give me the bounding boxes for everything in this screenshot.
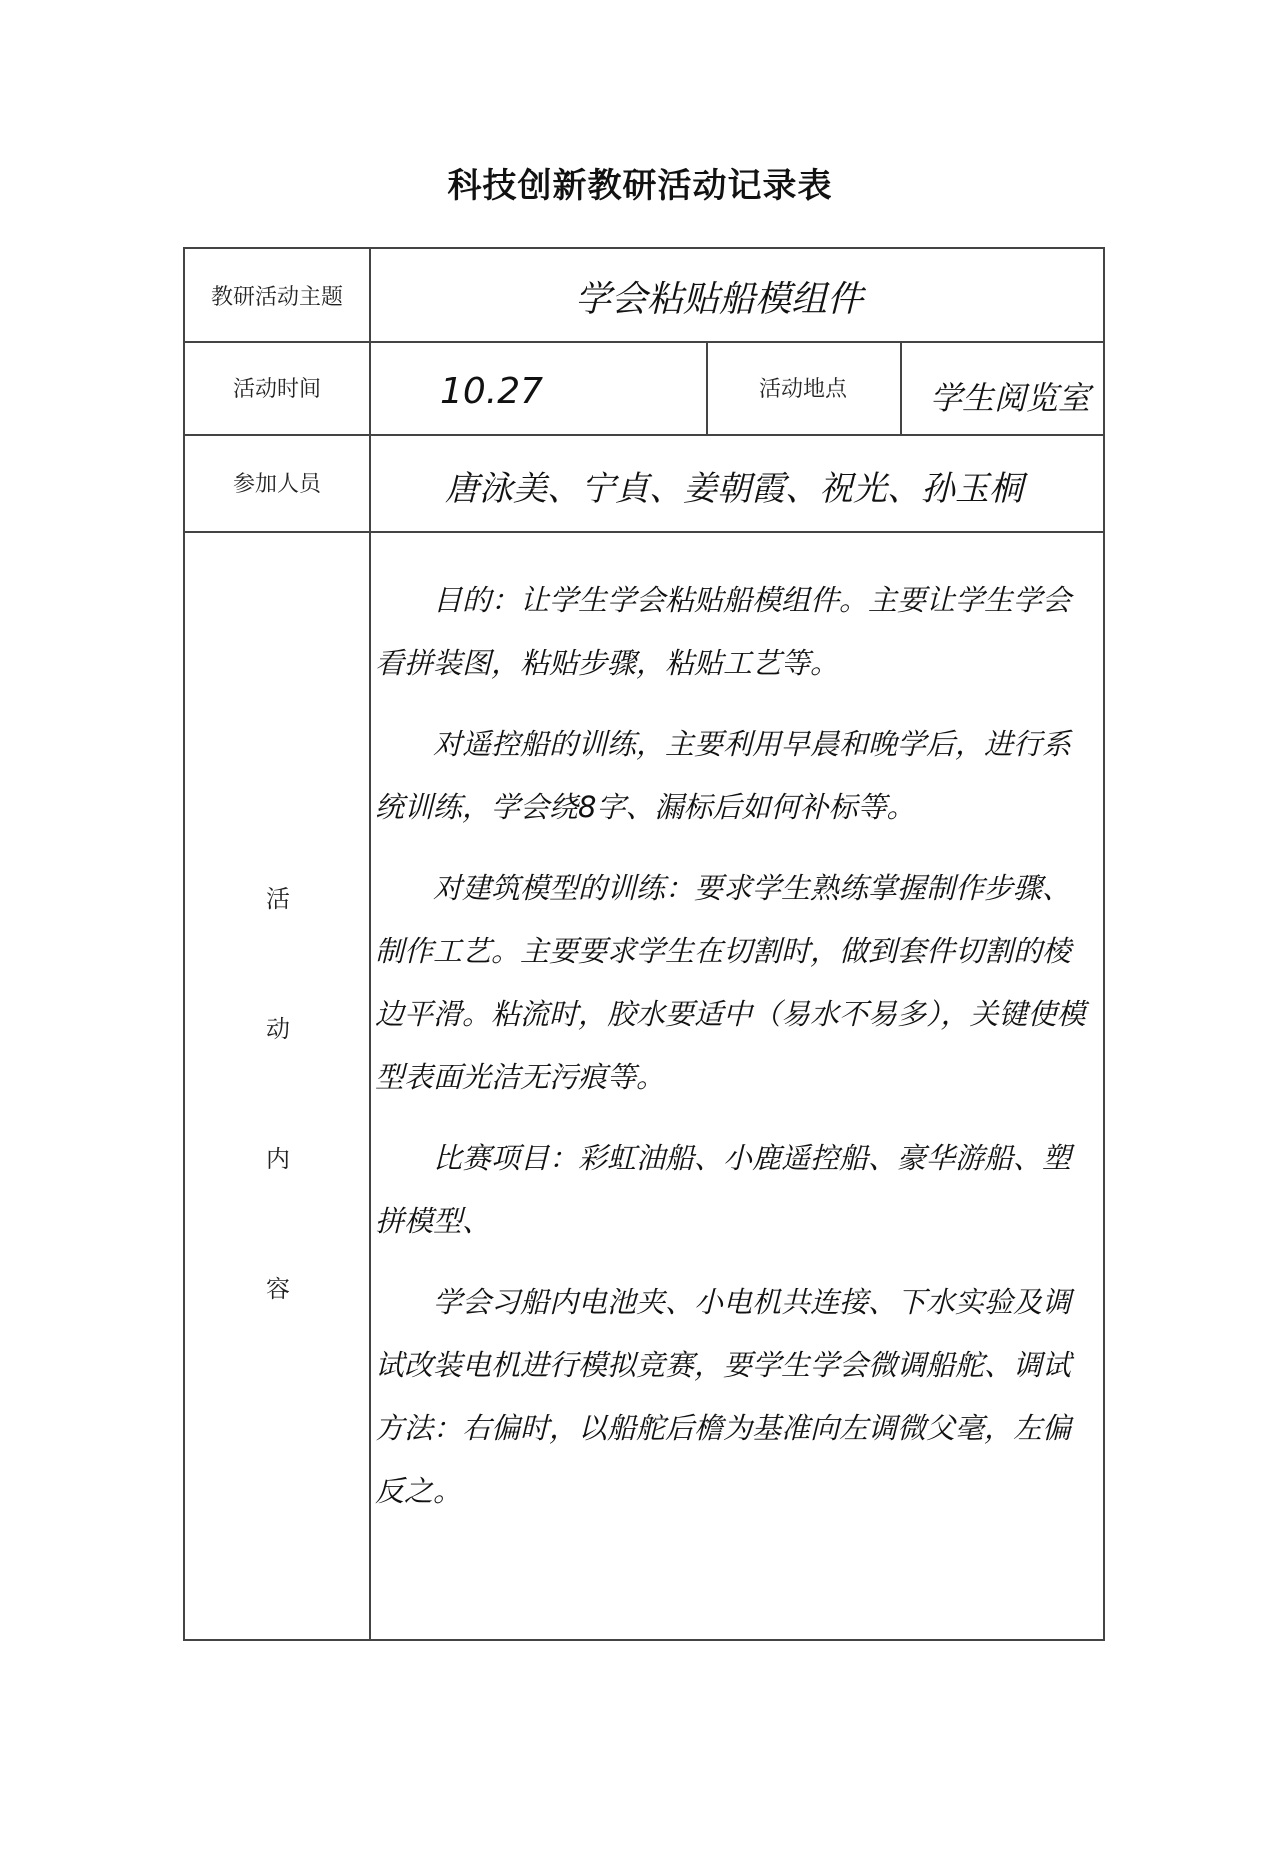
theme-value: 学会粘贴船模组件 xyxy=(575,279,864,320)
content-label-char: 活 xyxy=(266,885,290,913)
content-label-char: 容 xyxy=(266,1275,290,1303)
column-divider xyxy=(369,249,371,1639)
content-label-char: 动 xyxy=(266,1015,290,1043)
time-label: 活动时间 xyxy=(232,377,321,402)
content-paragraph: 对建筑模型的训练：要求学生熟练掌握制作步骤、制作工艺。主要要求学生在切割时，做到套件切割的棱边平滑。粘流时，胶水要适中（易水不易多），关键使模型表面光洁无污痕等。 xyxy=(375,871,1086,1094)
theme-label: 教研活动主题 xyxy=(210,284,343,310)
content-paragraph: 对遥控船的训练，主要利用早晨和晚学后，进行系统训练，学会绕8字、漏标后如何补标等。 xyxy=(375,727,1072,824)
content-paragraph: 目的：让学生学会粘贴船模组件。主要让学生学会看拼装图，粘贴步骤，粘贴工艺等。 xyxy=(375,583,1072,680)
participants-value: 唐泳美、宁貞、姜朝霞、祝光、孙玉桐 xyxy=(445,469,1023,509)
column-divider xyxy=(900,341,902,434)
location-label: 活动地点 xyxy=(758,377,847,402)
page-title: 科技创新教研活动记录表 xyxy=(447,166,833,206)
participants-label: 参加人员 xyxy=(232,472,321,497)
row-divider xyxy=(185,531,1105,533)
record-table xyxy=(183,247,1105,1641)
activity-content xyxy=(375,569,1095,1541)
content-paragraph: 比赛项目：彩虹油船、小鹿遥控船、豪华游船、塑拼模型、 xyxy=(375,1141,1072,1238)
time-value: 10.27 xyxy=(440,371,544,412)
content-label-char: 内 xyxy=(266,1145,290,1173)
content-paragraph: 学会习船内电池夹、小电机共连接、下水实验及调试改装电机进行模拟竞赛，要学生学会微调船舵、调试方法：右偏时，以船舵后檐为基准向左调微父毫，左偏反之。 xyxy=(375,1285,1072,1508)
location-value: 学生阅览室 xyxy=(930,379,1091,417)
